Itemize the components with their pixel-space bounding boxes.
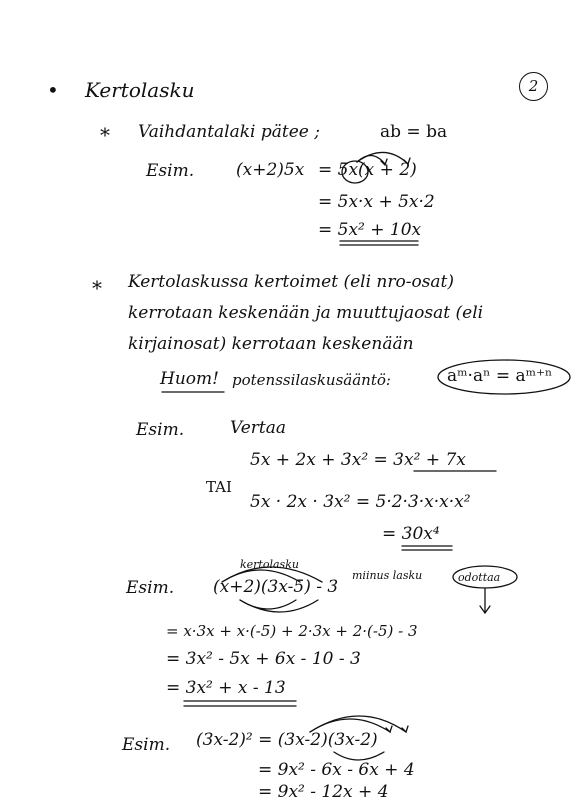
example4-step: = 9x² - 6x - 6x + 4: [258, 760, 415, 780]
arrowhead-mark: [386, 726, 392, 732]
circle-mark: [453, 566, 517, 588]
note-text: potenssilaskusääntö:: [232, 371, 391, 389]
heading: Kertolasku: [85, 78, 195, 102]
example2-result: = 30x⁴: [382, 524, 440, 544]
example3-result: = 3x² + x - 13: [166, 678, 286, 698]
section1-rule-formula: ab = ba: [380, 122, 448, 142]
circle-mark: [342, 161, 368, 183]
example2-label: Esim.: [136, 420, 185, 440]
example1-result: = 5x² + 10x: [318, 220, 422, 240]
example4-result: = 9x² - 12x + 4: [258, 782, 389, 802]
section2-text-line: kirjainosat) kerrotaan keskenään: [128, 334, 414, 354]
arrow-mark: [240, 600, 318, 612]
example3-expression: (x+2)(3x-5) - 3: [213, 577, 339, 597]
section1-star: *: [100, 123, 110, 147]
example1-expression: (x+2)5x: [236, 160, 305, 180]
page-number: 2: [519, 72, 548, 101]
arrow-mark: [222, 567, 322, 582]
arrowhead-mark: [402, 726, 408, 732]
section2-text-line: Kertolaskussa kertoimet (eli nro-osat): [128, 272, 455, 292]
example2-word: Vertaa: [230, 418, 287, 438]
arrow-mark: [310, 716, 406, 732]
wait-note: odottaa: [458, 571, 501, 584]
section1-rule: Vaihdantalaki pätee ;: [138, 122, 320, 142]
power-rule: aᵐ·aⁿ = aᵐ⁺ⁿ: [447, 366, 553, 386]
example1-step: = 5x(x + 2): [318, 160, 417, 180]
example4-label: Esim.: [122, 735, 171, 755]
arrowhead-mark: [404, 158, 410, 164]
circle-mark: [438, 360, 570, 394]
example4-expression: (3x-2)² = (3x-2)(3x-2): [196, 730, 378, 750]
or-label: TAI: [206, 478, 232, 496]
example1-step: = 5x·x + 5x·2: [318, 192, 435, 212]
minus-note: miinus lasku: [352, 569, 423, 582]
section2-text-line: kerrotaan keskenään ja muuttujaosat (eli: [128, 303, 484, 323]
example2-line: 5x · 2x · 3x² = 5·2·3·x·x·x²: [250, 492, 471, 512]
example1-label: Esim.: [146, 161, 195, 181]
example3-step: = x·3x + x·(-5) + 2·3x + 2·(-5) - 3: [166, 622, 418, 640]
section2-star: *: [92, 276, 102, 300]
example2-line: 5x + 2x + 3x² = 3x² + 7x: [250, 450, 466, 470]
bullet: •: [47, 78, 59, 102]
multiplication-note: kertolasku: [240, 558, 299, 571]
example3-step: = 3x² - 5x + 6x - 10 - 3: [166, 649, 361, 669]
note-label: Huom!: [160, 369, 219, 389]
arrow-mark: [334, 752, 384, 760]
example3-label: Esim.: [126, 578, 175, 598]
